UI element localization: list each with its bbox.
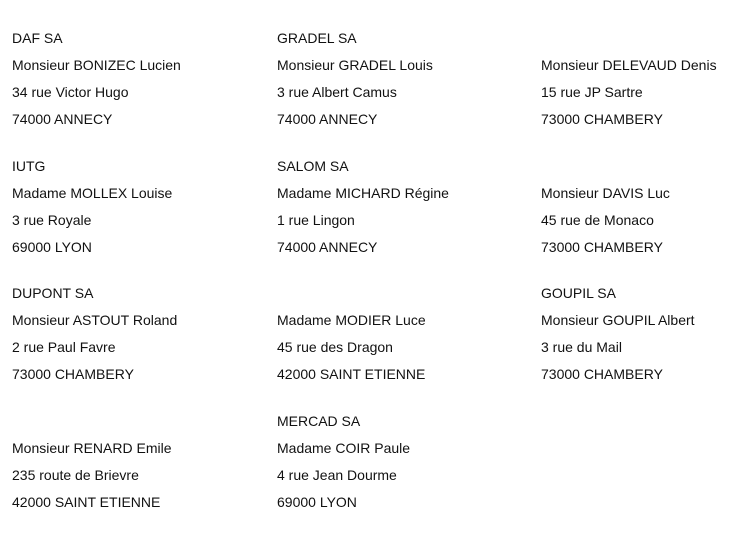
postal-city: 42000 SAINT ETIENNE <box>277 366 426 382</box>
street-address: 3 rue Royale <box>12 212 92 228</box>
company-name: SALOM SA <box>277 158 349 174</box>
recipient-name: Monsieur BONIZEC Lucien <box>12 57 181 73</box>
postal-city: 74000 ANNECY <box>12 111 113 127</box>
postal-city: 74000 ANNECY <box>277 239 378 255</box>
recipient-name: Monsieur GRADEL Louis <box>277 57 433 73</box>
company-name <box>12 408 267 435</box>
address-label <box>541 25 739 160</box>
address-label <box>541 153 739 288</box>
postal-city: 73000 CHAMBERY <box>541 366 663 382</box>
recipient-name: Madame MODIER Luce <box>277 312 426 328</box>
recipient-name: Madame MICHARD Régine <box>277 185 449 201</box>
address-label <box>541 280 739 415</box>
company-name: DAF SA <box>12 30 63 46</box>
address-label <box>12 153 267 288</box>
address-label <box>277 280 532 415</box>
postal-city: 73000 CHAMBERY <box>541 111 663 127</box>
company-name: IUTG <box>12 158 46 174</box>
recipient-name: Monsieur RENARD Emile <box>12 440 172 456</box>
street-address: 2 rue Paul Favre <box>12 339 116 355</box>
company-name: MERCAD SA <box>277 413 361 429</box>
address-label <box>12 25 267 160</box>
street-address: 3 rue du Mail <box>541 339 622 355</box>
postal-city: 74000 ANNECY <box>277 111 378 127</box>
address-label <box>277 408 532 543</box>
recipient-name: Monsieur DELEVAUD Denis <box>541 57 717 73</box>
recipient-name: Monsieur GOUPIL Albert <box>541 312 695 328</box>
street-address: 45 rue des Dragon <box>277 339 393 355</box>
postal-city: 42000 SAINT ETIENNE <box>12 494 161 510</box>
company-name: DUPONT SA <box>12 285 94 301</box>
address-label <box>277 25 532 160</box>
company-name <box>541 153 739 180</box>
recipient-name: Madame MOLLEX Louise <box>12 185 173 201</box>
company-name <box>277 280 532 307</box>
recipient-name: Monsieur DAVIS Luc <box>541 185 670 201</box>
street-address: 45 rue de Monaco <box>541 212 654 228</box>
street-address: 3 rue Albert Camus <box>277 84 397 100</box>
address-label <box>12 280 267 415</box>
recipient-name: Madame COIR Paule <box>277 440 411 456</box>
street-address: 34 rue Victor Hugo <box>12 84 129 100</box>
company-name: GRADEL SA <box>277 30 357 46</box>
street-address: 235 route de Brievre <box>12 467 139 483</box>
street-address: 4 rue Jean Dourme <box>277 467 397 483</box>
street-address: 1 rue Lingon <box>277 212 355 228</box>
address-label <box>277 153 532 288</box>
postal-city: 69000 LYON <box>277 494 357 510</box>
postal-city: 73000 CHAMBERY <box>12 366 134 382</box>
postal-city: 69000 LYON <box>12 239 92 255</box>
postal-city: 73000 CHAMBERY <box>541 239 663 255</box>
street-address: 15 rue JP Sartre <box>541 84 643 100</box>
recipient-name: Monsieur ASTOUT Roland <box>12 312 178 328</box>
address-label <box>12 408 267 543</box>
company-name: GOUPIL SA <box>541 285 616 301</box>
company-name <box>541 25 739 52</box>
